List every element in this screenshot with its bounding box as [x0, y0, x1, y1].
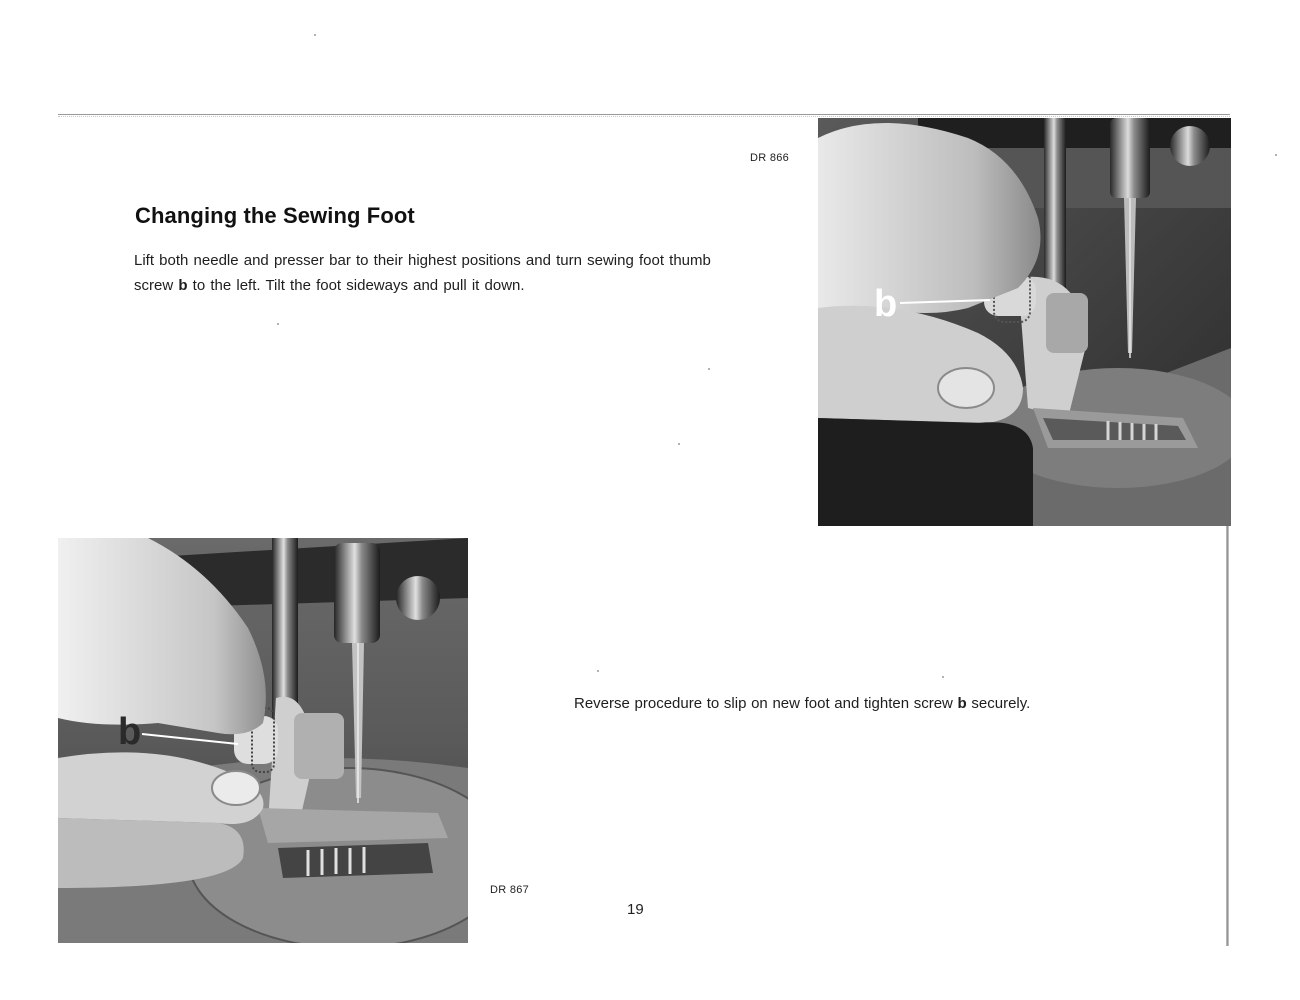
screw-b-reference-2: b [957, 695, 967, 712]
scan-speck [1275, 154, 1277, 156]
scan-speck [277, 323, 279, 325]
photo-dr866 [818, 118, 1231, 526]
page-edge-shadow [1226, 526, 1229, 946]
scan-speck [708, 368, 710, 370]
reverse-text-end: securely. [966, 695, 1031, 712]
scan-speck [314, 34, 316, 36]
top-rule [58, 114, 1230, 115]
photo-dr866-illustration [818, 118, 1231, 526]
page-number: 19 [627, 901, 644, 918]
instruction-paragraph [134, 248, 734, 298]
photo-dr867-illustration [58, 538, 468, 943]
screw-b-reference: b [178, 277, 188, 294]
scan-speck [678, 443, 680, 445]
instruction-text: Lift both needle and presser bar to their highest positions and turn sewing foot thumb screw [134, 252, 711, 294]
page-title: Changing the Sewing Foot [135, 203, 415, 228]
photo-dr867 [58, 538, 468, 943]
reverse-procedure-paragraph [574, 693, 1030, 715]
top-rule-faint [58, 116, 1230, 117]
callout-b-dr867: b [118, 711, 142, 753]
scan-speck [942, 676, 944, 678]
scan-speck [597, 670, 599, 672]
reverse-text: Reverse procedure to slip on new foot and tighten screw [574, 695, 958, 712]
figure-code-dr867: DR 867 [490, 884, 530, 896]
instruction-text-end: to the left. Tilt the foot sideways and pull it down. [187, 277, 525, 294]
figure-code-dr866: DR 866 [750, 152, 790, 164]
callout-b-dr866: b [874, 283, 898, 325]
